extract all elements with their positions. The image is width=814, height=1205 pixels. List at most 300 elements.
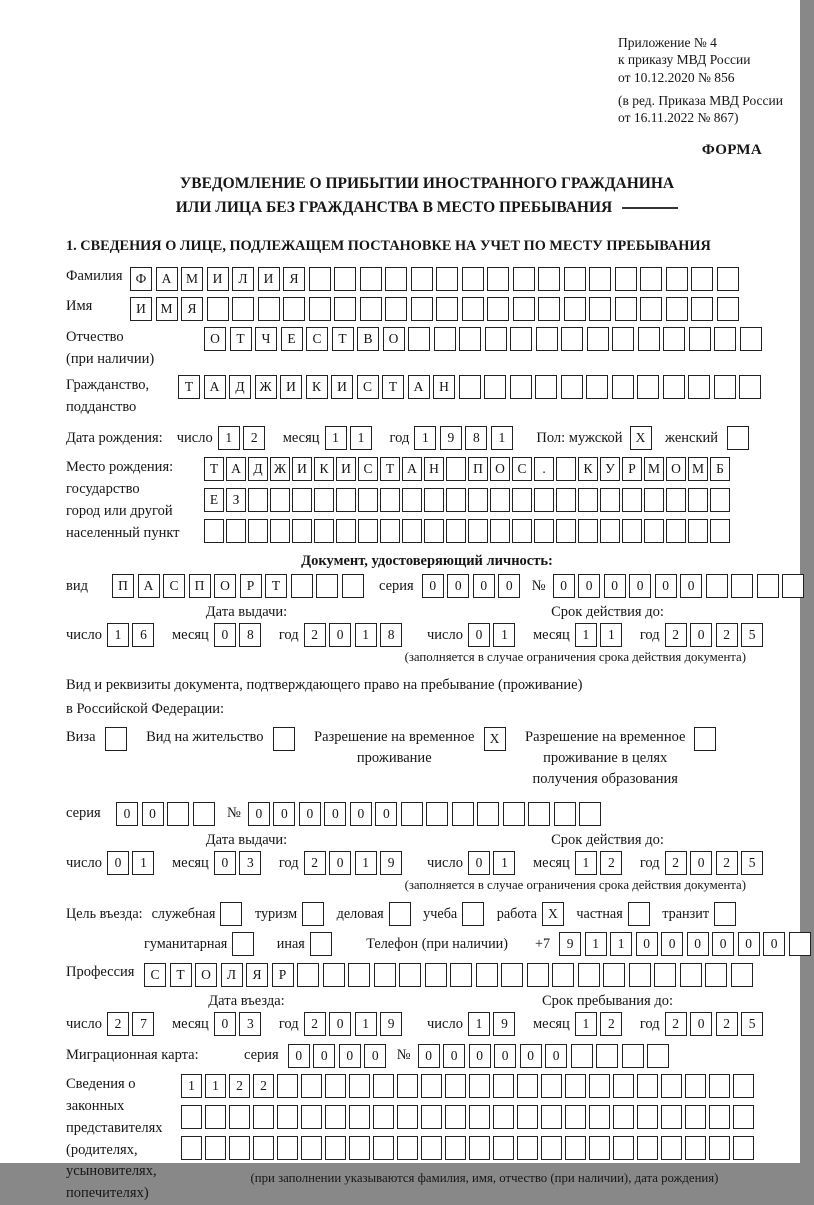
char-cell[interactable]: [292, 519, 312, 543]
char-cell[interactable]: [205, 1105, 226, 1129]
char-cell[interactable]: [527, 963, 549, 987]
char-cell[interactable]: [717, 297, 739, 321]
char-cell[interactable]: 0: [690, 1012, 712, 1036]
char-cell[interactable]: [512, 488, 532, 512]
char-cell[interactable]: 8: [380, 623, 402, 647]
char-cell[interactable]: 1: [205, 1074, 226, 1098]
char-cell[interactable]: 0: [350, 802, 372, 826]
char-cell[interactable]: Р: [240, 574, 262, 598]
char-cell[interactable]: [292, 488, 312, 512]
char-cell[interactable]: А: [156, 267, 178, 291]
char-cell[interactable]: [600, 488, 620, 512]
char-cell[interactable]: [490, 519, 510, 543]
char-cell[interactable]: [691, 267, 713, 291]
char-cell[interactable]: О: [383, 327, 405, 351]
char-cell[interactable]: [589, 1136, 610, 1160]
char-cell[interactable]: 0: [248, 802, 270, 826]
char-cell[interactable]: Е: [281, 327, 303, 351]
char-cell[interactable]: [638, 327, 660, 351]
char-cell[interactable]: [342, 574, 364, 598]
char-cell[interactable]: 0: [636, 932, 658, 956]
char-cell[interactable]: [647, 1044, 669, 1068]
char-cell[interactable]: М: [688, 457, 708, 481]
char-cell[interactable]: [469, 1105, 490, 1129]
char-cell[interactable]: [661, 1105, 682, 1129]
char-cell[interactable]: Я: [181, 297, 203, 321]
char-cell[interactable]: [325, 1074, 346, 1098]
char-cell[interactable]: [248, 519, 268, 543]
char-cell[interactable]: [207, 297, 229, 321]
char-cell[interactable]: 0: [498, 574, 520, 598]
char-cell[interactable]: С: [358, 457, 378, 481]
char-cell[interactable]: О: [195, 963, 217, 987]
char-cell[interactable]: 1: [493, 851, 515, 875]
char-cell[interactable]: [301, 1074, 322, 1098]
char-cell[interactable]: [424, 488, 444, 512]
char-cell[interactable]: 1: [132, 851, 154, 875]
char-cell[interactable]: [204, 519, 224, 543]
char-cell[interactable]: 9: [559, 932, 581, 956]
char-cell[interactable]: 0: [520, 1044, 542, 1068]
char-cell[interactable]: [510, 375, 532, 399]
char-cell[interactable]: [445, 1105, 466, 1129]
char-cell[interactable]: [561, 375, 583, 399]
char-cell[interactable]: 7: [132, 1012, 154, 1036]
char-cell[interactable]: [181, 1105, 202, 1129]
char-cell[interactable]: Т: [265, 574, 287, 598]
char-cell[interactable]: 2: [253, 1074, 274, 1098]
char-cell[interactable]: 0: [468, 623, 490, 647]
char-cell[interactable]: [385, 267, 407, 291]
char-cell[interactable]: 0: [763, 932, 785, 956]
char-cell[interactable]: П: [468, 457, 488, 481]
char-cell[interactable]: 0: [545, 1044, 567, 1068]
char-cell[interactable]: В: [357, 327, 379, 351]
char-cell[interactable]: [302, 902, 324, 926]
char-cell[interactable]: [615, 267, 637, 291]
char-cell[interactable]: [666, 267, 688, 291]
char-cell[interactable]: [680, 963, 702, 987]
char-cell[interactable]: 0: [313, 1044, 335, 1068]
char-cell[interactable]: Ж: [255, 375, 277, 399]
char-cell[interactable]: [402, 488, 422, 512]
char-cell[interactable]: Р: [272, 963, 294, 987]
char-cell[interactable]: О: [214, 574, 236, 598]
char-cell[interactable]: [613, 1105, 634, 1129]
char-cell[interactable]: 0: [553, 574, 575, 598]
char-cell[interactable]: [373, 1105, 394, 1129]
char-cell[interactable]: [411, 267, 433, 291]
char-cell[interactable]: 0: [324, 802, 346, 826]
char-cell[interactable]: 0: [116, 802, 138, 826]
char-cell[interactable]: [733, 1136, 754, 1160]
char-cell[interactable]: .: [534, 457, 554, 481]
char-cell[interactable]: [603, 963, 625, 987]
char-cell[interactable]: [349, 1074, 370, 1098]
char-cell[interactable]: [731, 574, 753, 598]
char-cell[interactable]: [589, 1074, 610, 1098]
char-cell[interactable]: [517, 1136, 538, 1160]
char-cell[interactable]: Т: [204, 457, 224, 481]
char-cell[interactable]: 0: [494, 1044, 516, 1068]
char-cell[interactable]: [733, 1074, 754, 1098]
char-cell[interactable]: [538, 297, 560, 321]
char-cell[interactable]: [360, 267, 382, 291]
char-cell[interactable]: [622, 488, 642, 512]
char-cell[interactable]: [538, 267, 560, 291]
char-cell[interactable]: [291, 574, 313, 598]
char-cell[interactable]: [501, 963, 523, 987]
char-cell[interactable]: Л: [221, 963, 243, 987]
char-cell[interactable]: [709, 1105, 730, 1129]
char-cell[interactable]: [373, 1136, 394, 1160]
char-cell[interactable]: [487, 267, 509, 291]
char-cell[interactable]: [661, 1136, 682, 1160]
char-cell[interactable]: [513, 267, 535, 291]
char-cell[interactable]: [663, 327, 685, 351]
char-cell[interactable]: Т: [170, 963, 192, 987]
char-cell[interactable]: [380, 519, 400, 543]
char-cell[interactable]: 9: [380, 851, 402, 875]
char-cell[interactable]: 8: [465, 426, 487, 450]
char-cell[interactable]: 0: [473, 574, 495, 598]
char-cell[interactable]: 0: [329, 851, 351, 875]
char-cell[interactable]: 0: [214, 623, 236, 647]
char-cell[interactable]: С: [306, 327, 328, 351]
char-cell[interactable]: [517, 1074, 538, 1098]
char-cell[interactable]: 0: [712, 932, 734, 956]
char-cell[interactable]: [706, 574, 728, 598]
char-cell[interactable]: [666, 519, 686, 543]
char-cell[interactable]: И: [258, 267, 280, 291]
char-cell[interactable]: М: [156, 297, 178, 321]
char-cell[interactable]: [309, 267, 331, 291]
char-cell[interactable]: [310, 932, 332, 956]
char-cell[interactable]: 0: [418, 1044, 440, 1068]
char-cell[interactable]: [613, 1074, 634, 1098]
char-cell[interactable]: [424, 519, 444, 543]
char-cell[interactable]: [426, 802, 448, 826]
char-cell[interactable]: [476, 963, 498, 987]
char-cell[interactable]: [277, 1074, 298, 1098]
char-cell[interactable]: 1: [355, 623, 377, 647]
char-cell[interactable]: А: [408, 375, 430, 399]
char-cell[interactable]: [277, 1136, 298, 1160]
char-cell[interactable]: 1: [218, 426, 240, 450]
char-cell[interactable]: Т: [178, 375, 200, 399]
char-cell[interactable]: 0: [687, 932, 709, 956]
char-cell[interactable]: К: [306, 375, 328, 399]
char-cell[interactable]: [637, 1136, 658, 1160]
char-cell[interactable]: 2: [243, 426, 265, 450]
char-cell[interactable]: [637, 1074, 658, 1098]
char-cell[interactable]: 1: [575, 1012, 597, 1036]
char-cell[interactable]: [541, 1136, 562, 1160]
char-cell[interactable]: [536, 327, 558, 351]
char-cell[interactable]: [622, 1044, 644, 1068]
char-cell[interactable]: 0: [468, 851, 490, 875]
char-cell[interactable]: [374, 963, 396, 987]
char-cell[interactable]: [512, 519, 532, 543]
char-cell[interactable]: [705, 963, 727, 987]
char-cell[interactable]: 0: [329, 623, 351, 647]
char-cell[interactable]: 0: [299, 802, 321, 826]
char-cell[interactable]: [485, 327, 507, 351]
char-cell[interactable]: [644, 488, 664, 512]
char-cell[interactable]: [358, 488, 378, 512]
char-cell[interactable]: [740, 327, 762, 351]
char-cell[interactable]: [402, 519, 422, 543]
char-cell[interactable]: [565, 1074, 586, 1098]
char-cell[interactable]: [469, 1136, 490, 1160]
char-cell[interactable]: 8: [239, 623, 261, 647]
char-cell[interactable]: [688, 488, 708, 512]
char-cell[interactable]: [167, 802, 189, 826]
char-cell[interactable]: [554, 802, 576, 826]
char-cell[interactable]: [561, 327, 583, 351]
char-cell[interactable]: [459, 327, 481, 351]
char-cell[interactable]: [349, 1105, 370, 1129]
char-cell[interactable]: 1: [350, 426, 372, 450]
char-cell[interactable]: [528, 802, 550, 826]
char-cell[interactable]: [445, 1136, 466, 1160]
char-cell[interactable]: 0: [469, 1044, 491, 1068]
char-cell[interactable]: [385, 297, 407, 321]
char-cell[interactable]: [541, 1074, 562, 1098]
char-cell[interactable]: [691, 297, 713, 321]
char-cell[interactable]: И: [280, 375, 302, 399]
char-cell[interactable]: [731, 963, 753, 987]
char-cell[interactable]: [688, 375, 710, 399]
char-cell[interactable]: [248, 488, 268, 512]
char-cell[interactable]: [717, 267, 739, 291]
char-cell[interactable]: [334, 297, 356, 321]
char-cell[interactable]: [452, 802, 474, 826]
char-cell[interactable]: С: [512, 457, 532, 481]
char-cell[interactable]: 3: [239, 1012, 261, 1036]
char-cell[interactable]: [325, 1136, 346, 1160]
char-cell[interactable]: [589, 1105, 610, 1129]
char-cell[interactable]: [622, 519, 642, 543]
char-cell[interactable]: [450, 963, 472, 987]
char-cell[interactable]: [613, 1136, 634, 1160]
char-cell[interactable]: [534, 519, 554, 543]
char-cell[interactable]: [373, 1074, 394, 1098]
char-cell[interactable]: [739, 375, 761, 399]
char-cell[interactable]: 2: [600, 1012, 622, 1036]
char-cell[interactable]: [468, 519, 488, 543]
char-cell[interactable]: Н: [433, 375, 455, 399]
char-cell[interactable]: [727, 426, 749, 450]
char-cell[interactable]: 0: [142, 802, 164, 826]
char-cell[interactable]: [349, 1136, 370, 1160]
char-cell[interactable]: [578, 963, 600, 987]
char-cell[interactable]: 1: [414, 426, 436, 450]
char-cell[interactable]: [714, 327, 736, 351]
char-cell[interactable]: [487, 297, 509, 321]
char-cell[interactable]: 2: [665, 1012, 687, 1036]
char-cell[interactable]: [434, 327, 456, 351]
char-cell[interactable]: [469, 1074, 490, 1098]
char-cell[interactable]: [297, 963, 319, 987]
char-cell[interactable]: 0: [329, 1012, 351, 1036]
char-cell[interactable]: [637, 375, 659, 399]
char-cell[interactable]: К: [578, 457, 598, 481]
char-cell[interactable]: [425, 963, 447, 987]
char-cell[interactable]: 1: [107, 623, 129, 647]
char-cell[interactable]: Т: [380, 457, 400, 481]
char-cell[interactable]: [477, 802, 499, 826]
char-cell[interactable]: 1: [355, 1012, 377, 1036]
char-cell[interactable]: 0: [578, 574, 600, 598]
char-cell[interactable]: А: [402, 457, 422, 481]
char-cell[interactable]: [589, 267, 611, 291]
char-cell[interactable]: [181, 1136, 202, 1160]
char-cell[interactable]: [694, 727, 716, 751]
char-cell[interactable]: 9: [493, 1012, 515, 1036]
char-cell[interactable]: 0: [655, 574, 677, 598]
char-cell[interactable]: [397, 1136, 418, 1160]
char-cell[interactable]: [710, 488, 730, 512]
char-cell[interactable]: 0: [661, 932, 683, 956]
char-cell[interactable]: [493, 1136, 514, 1160]
char-cell[interactable]: 0: [738, 932, 760, 956]
char-cell[interactable]: [709, 1136, 730, 1160]
char-cell[interactable]: [556, 488, 576, 512]
char-cell[interactable]: [714, 902, 736, 926]
char-cell[interactable]: 5: [741, 1012, 763, 1036]
char-cell[interactable]: З: [226, 488, 246, 512]
char-cell[interactable]: 2: [600, 851, 622, 875]
char-cell[interactable]: С: [144, 963, 166, 987]
char-cell[interactable]: Т: [382, 375, 404, 399]
char-cell[interactable]: [654, 963, 676, 987]
char-cell[interactable]: X: [542, 902, 564, 926]
char-cell[interactable]: [579, 802, 601, 826]
char-cell[interactable]: [258, 297, 280, 321]
char-cell[interactable]: [389, 902, 411, 926]
char-cell[interactable]: 0: [107, 851, 129, 875]
char-cell[interactable]: Т: [332, 327, 354, 351]
char-cell[interactable]: [565, 1105, 586, 1129]
char-cell[interactable]: [253, 1105, 274, 1129]
char-cell[interactable]: [534, 488, 554, 512]
char-cell[interactable]: [615, 297, 637, 321]
char-cell[interactable]: [493, 1074, 514, 1098]
char-cell[interactable]: [612, 375, 634, 399]
char-cell[interactable]: 1: [575, 623, 597, 647]
char-cell[interactable]: Л: [232, 267, 254, 291]
char-cell[interactable]: С: [163, 574, 185, 598]
char-cell[interactable]: [270, 519, 290, 543]
char-cell[interactable]: [229, 1136, 250, 1160]
char-cell[interactable]: [714, 375, 736, 399]
char-cell[interactable]: [757, 574, 779, 598]
char-cell[interactable]: Д: [248, 457, 268, 481]
char-cell[interactable]: [270, 488, 290, 512]
char-cell[interactable]: [685, 1105, 706, 1129]
char-cell[interactable]: [564, 297, 586, 321]
char-cell[interactable]: П: [189, 574, 211, 598]
char-cell[interactable]: 2: [304, 1012, 326, 1036]
char-cell[interactable]: [277, 1105, 298, 1129]
char-cell[interactable]: 2: [107, 1012, 129, 1036]
char-cell[interactable]: [535, 375, 557, 399]
char-cell[interactable]: 1: [355, 851, 377, 875]
char-cell[interactable]: Я: [283, 267, 305, 291]
char-cell[interactable]: 2: [304, 851, 326, 875]
char-cell[interactable]: Н: [424, 457, 444, 481]
char-cell[interactable]: 5: [741, 851, 763, 875]
char-cell[interactable]: [666, 488, 686, 512]
char-cell[interactable]: [552, 963, 574, 987]
char-cell[interactable]: [105, 727, 127, 751]
char-cell[interactable]: [462, 902, 484, 926]
char-cell[interactable]: [629, 963, 651, 987]
char-cell[interactable]: 1: [600, 623, 622, 647]
char-cell[interactable]: [232, 932, 254, 956]
char-cell[interactable]: [336, 488, 356, 512]
char-cell[interactable]: Б: [710, 457, 730, 481]
char-cell[interactable]: 0: [214, 851, 236, 875]
char-cell[interactable]: [468, 488, 488, 512]
char-cell[interactable]: [782, 574, 804, 598]
char-cell[interactable]: 0: [288, 1044, 310, 1068]
char-cell[interactable]: 0: [375, 802, 397, 826]
char-cell[interactable]: [666, 297, 688, 321]
char-cell[interactable]: [541, 1105, 562, 1129]
char-cell[interactable]: [517, 1105, 538, 1129]
char-cell[interactable]: [484, 375, 506, 399]
char-cell[interactable]: 3: [239, 851, 261, 875]
char-cell[interactable]: 0: [690, 623, 712, 647]
char-cell[interactable]: [587, 327, 609, 351]
char-cell[interactable]: [397, 1105, 418, 1129]
char-cell[interactable]: [513, 297, 535, 321]
char-cell[interactable]: 2: [304, 623, 326, 647]
char-cell[interactable]: 2: [716, 1012, 738, 1036]
char-cell[interactable]: [462, 267, 484, 291]
char-cell[interactable]: [411, 297, 433, 321]
char-cell[interactable]: А: [204, 375, 226, 399]
char-cell[interactable]: [316, 574, 338, 598]
char-cell[interactable]: М: [644, 457, 664, 481]
char-cell[interactable]: И: [292, 457, 312, 481]
char-cell[interactable]: С: [357, 375, 379, 399]
char-cell[interactable]: И: [336, 457, 356, 481]
char-cell[interactable]: [205, 1136, 226, 1160]
char-cell[interactable]: [596, 1044, 618, 1068]
char-cell[interactable]: Ч: [255, 327, 277, 351]
char-cell[interactable]: [323, 963, 345, 987]
char-cell[interactable]: Ф: [130, 267, 152, 291]
char-cell[interactable]: 0: [214, 1012, 236, 1036]
char-cell[interactable]: Я: [246, 963, 268, 987]
char-cell[interactable]: [689, 327, 711, 351]
char-cell[interactable]: [503, 802, 525, 826]
char-cell[interactable]: 0: [604, 574, 626, 598]
char-cell[interactable]: 0: [364, 1044, 386, 1068]
char-cell[interactable]: 0: [422, 574, 444, 598]
char-cell[interactable]: [510, 327, 532, 351]
char-cell[interactable]: [314, 488, 334, 512]
char-cell[interactable]: [380, 488, 400, 512]
char-cell[interactable]: 0: [273, 802, 295, 826]
char-cell[interactable]: 1: [325, 426, 347, 450]
char-cell[interactable]: [565, 1136, 586, 1160]
char-cell[interactable]: [640, 297, 662, 321]
char-cell[interactable]: 0: [447, 574, 469, 598]
